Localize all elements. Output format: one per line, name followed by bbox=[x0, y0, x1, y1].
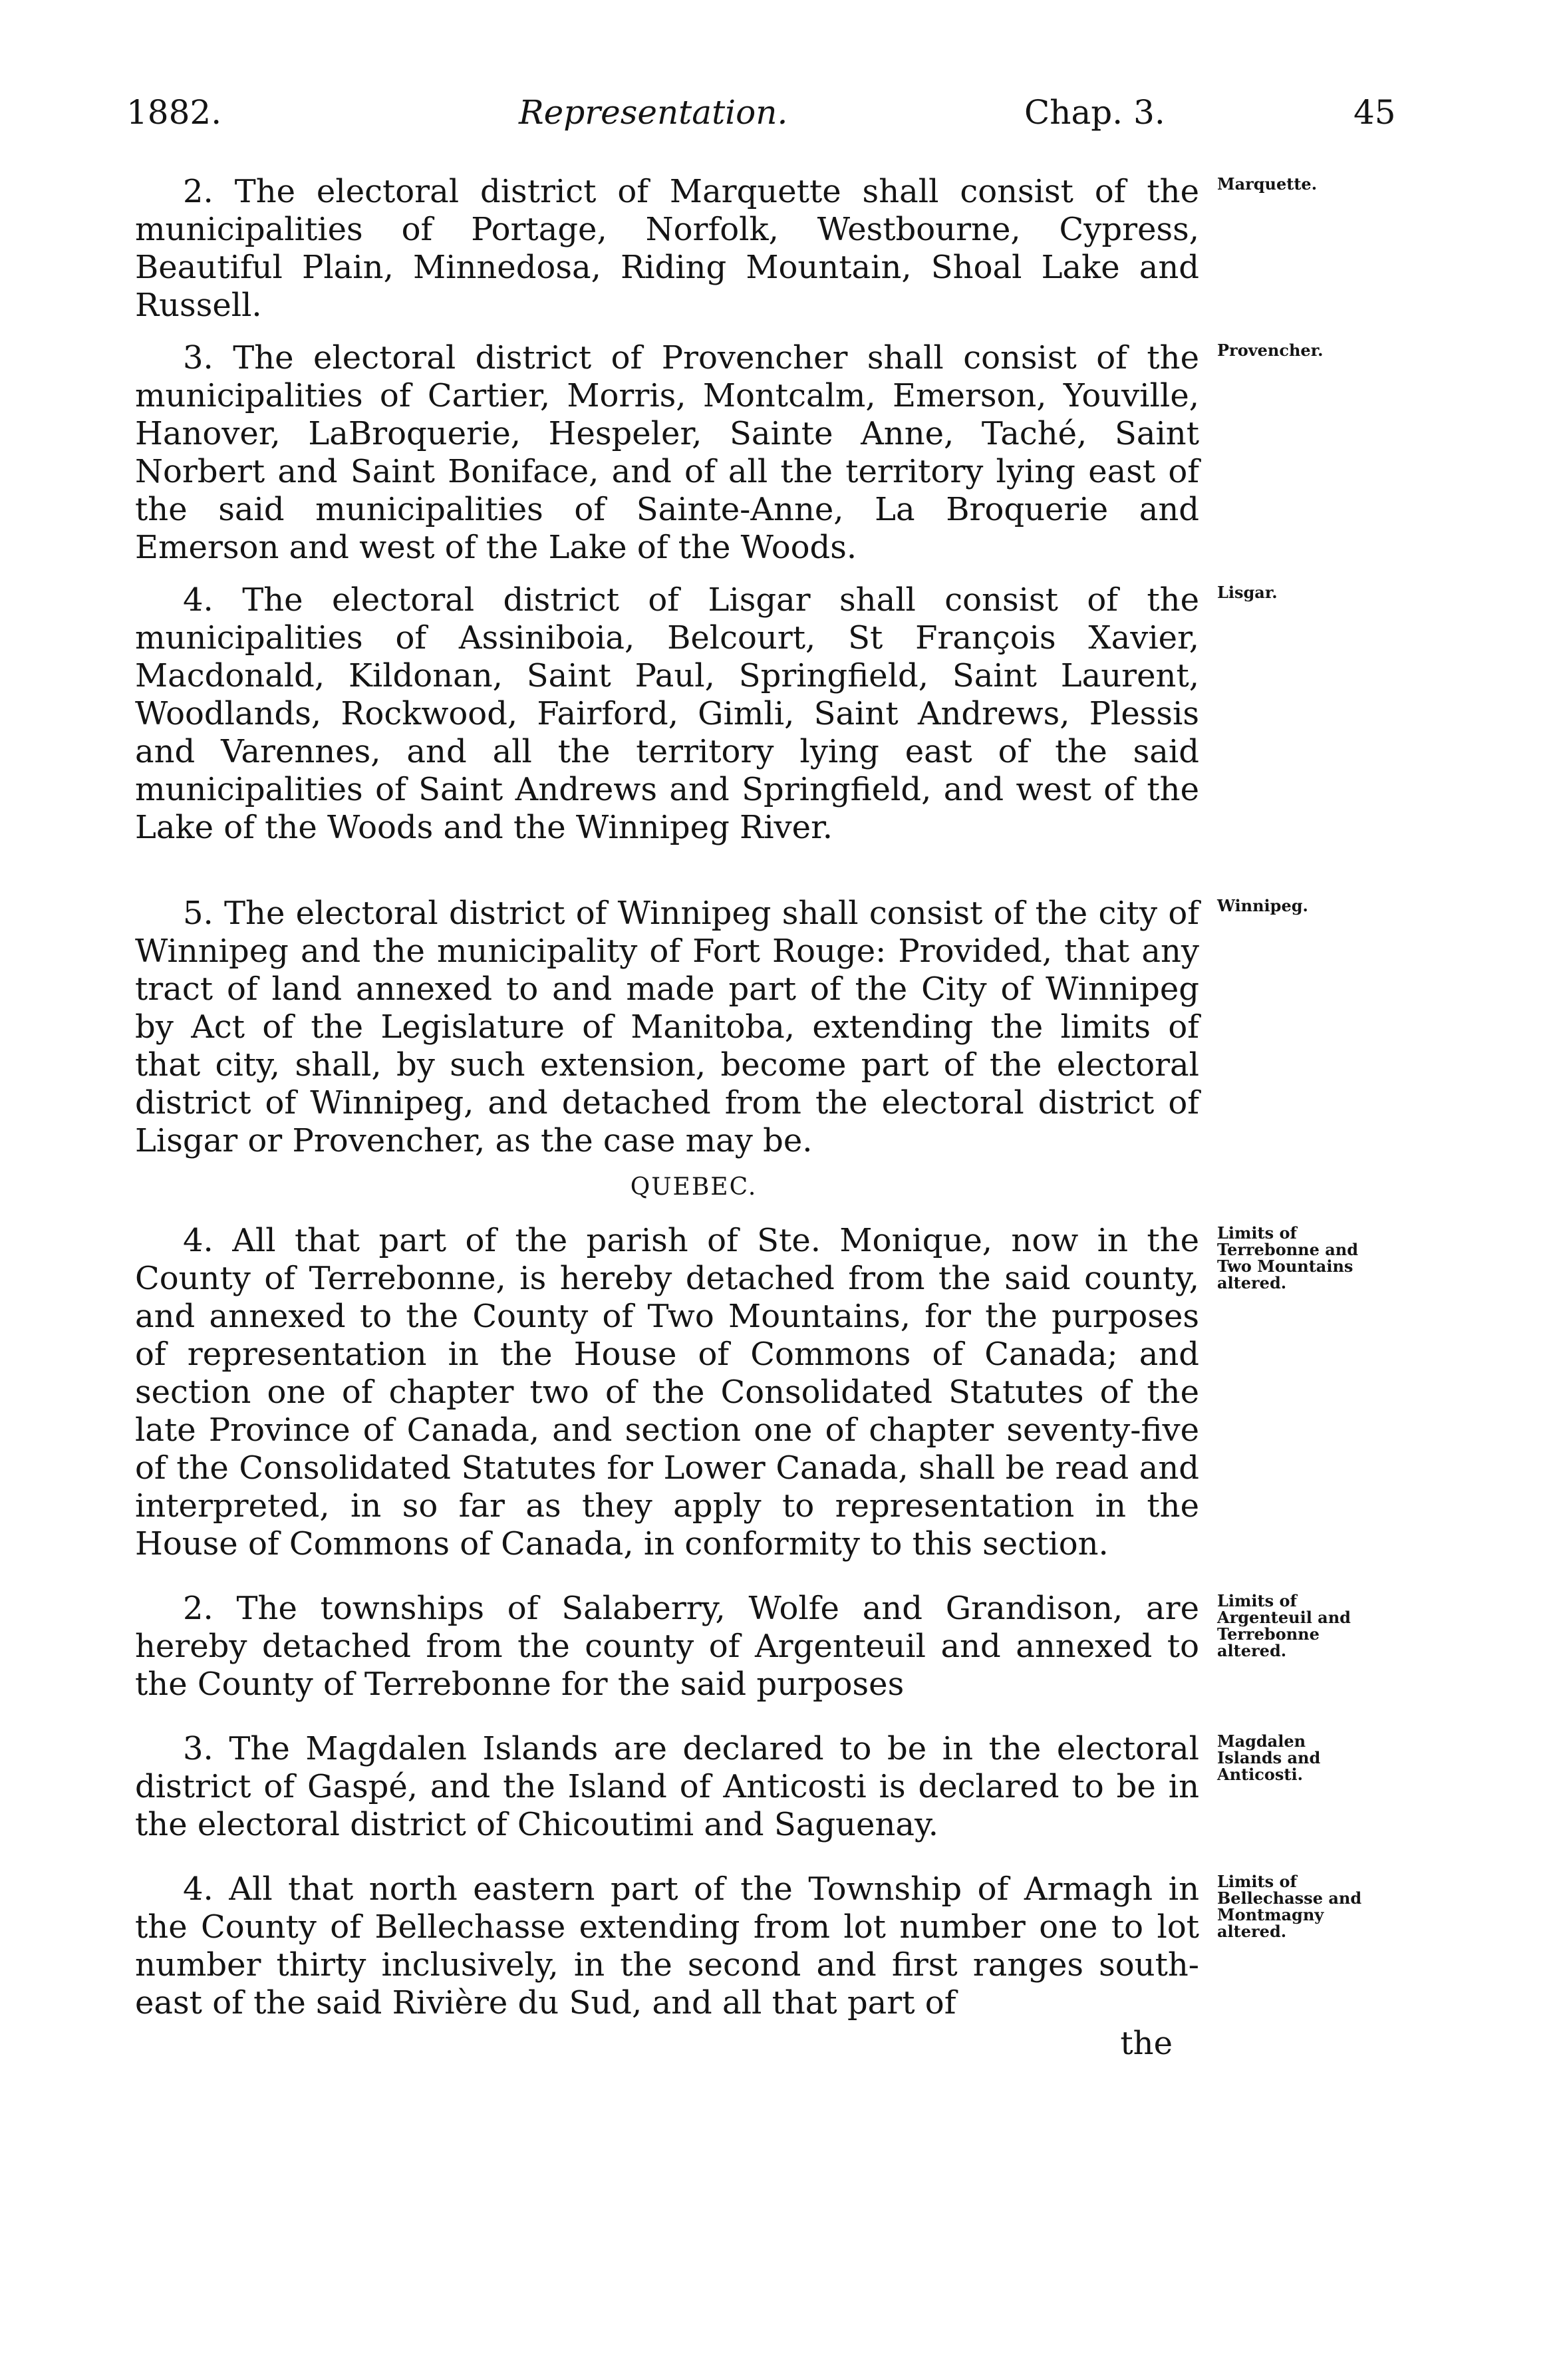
header-chapter: Chap. 3. bbox=[1024, 93, 1165, 132]
paragraph-magdalen-islands: 3. The Magdalen Islands are declared to be in the electoral district of Gaspé, and the Island of Anticosti is declared to be in the electoral district of Chicoutimi and Saguenay. bbox=[135, 1730, 1199, 1843]
margin-note-lisgar: Lisgar. bbox=[1217, 583, 1278, 602]
header-title: Representation. bbox=[519, 93, 788, 132]
paragraph-argenteuil: 2. The townships of Salaberry, Wolfe and Grandison, are hereby detached from the county of Argenteuil and annexed to the County of Terrebonne for the said purposes bbox=[135, 1590, 1199, 1703]
margin-note-terrebonne: Limits of Terrebonne and Two Mountains altered. bbox=[1217, 1223, 1359, 1292]
paragraph-lisgar: 4. The electoral district of Lisgar shall consist of the municipalities of Assiniboia, Belcourt, St François Xavier, Macdonald, Kildonan, Saint Paul, Springfield, Saint Laurent, Woodlands, Rockwood, Fairford, Gimli, Saint Andrews, Plessis and Varennes, and all the territory lying east of the said municipalities of Saint Andrews and Springfield, and west of the Lake of the Woods and the Winnipeg River. bbox=[135, 581, 1199, 846]
margin-note-magdalen: Magdalen Islands and Anticosti. bbox=[1217, 1731, 1321, 1784]
margin-note-bellechasse: Limits of Bellechasse and Montmagny altered. bbox=[1217, 1872, 1362, 1941]
margin-note-marquette: Marquette. bbox=[1217, 174, 1318, 194]
margin-note-winnipeg: Winnipeg. bbox=[1217, 896, 1308, 915]
paragraph-provencher: 3. The electoral district of Provencher shall consist of the municipalities of Cartier, Morris, Montcalm, Emerson, Youville, Hanover, LaBroquerie, Hespeler, Sainte Anne, Taché, Saint Norbert and Saint Boniface, and of all the territory lying east of the said municipalities of Sainte-Anne, La Broquerie and Emerson and west of the Lake of the Woods. bbox=[135, 339, 1199, 566]
page-header bbox=[126, 93, 1403, 146]
margin-note-argenteuil: Limits of Argenteuil and Terrebonne altered. bbox=[1217, 1591, 1351, 1660]
body-text bbox=[135, 173, 1199, 2063]
section-heading-quebec: QUEBEC. bbox=[630, 1173, 758, 1201]
catchword: the bbox=[1120, 2025, 1173, 2062]
margin-note-provencher: Provencher. bbox=[1217, 341, 1324, 360]
header-page-number: 45 bbox=[1353, 93, 1396, 132]
paragraph-winnipeg: 5. The electoral district of Winnipeg shall consist of the city of Winnipeg and the municipality of Fort Rouge: Provided, that any tract of land annexed to and made part of the City of Winnipeg by Act of the Legislature of Manitoba, extending the limits of that city, shall, by such extension, become part of the electoral district of Winnipeg, and detached from the electoral district of Lisgar or Provencher, as the case may be. bbox=[135, 895, 1199, 1159]
paragraph-terrebonne: 4. All that part of the parish of Ste. Monique, now in the County of Terrebonne, is hereby detached from the said county, and annexed to the County of Two Mountains, for the purposes of representation in the House of Commons of Canada; and section one of chapter two of the Consolidated Statutes of the late Province of Canada, and section one of chapter seventy-five of the Consolidated Statutes for Lower Canada, shall be read and interpreted, in so far as they apply to representation in the House of Commons of Canada, in conformity to this section. bbox=[135, 1222, 1199, 1562]
paragraph-marquette: 2. The electoral district of Marquette shall consist of the municipalities of Portage, Norfolk, Westbourne, Cypress, Beautiful Plain, Minnedosa, Riding Mountain, Shoal Lake and Russell. bbox=[135, 173, 1199, 324]
paragraph-bellechasse: 4. All that north eastern part of the Township of Armagh in the County of Bellechasse extending from lot number one to lot number thirty inclusively, in the second and first ranges south-east of the said Rivière du Sud, and all that part of bbox=[135, 1870, 1199, 2021]
header-year: 1882. bbox=[126, 93, 222, 132]
